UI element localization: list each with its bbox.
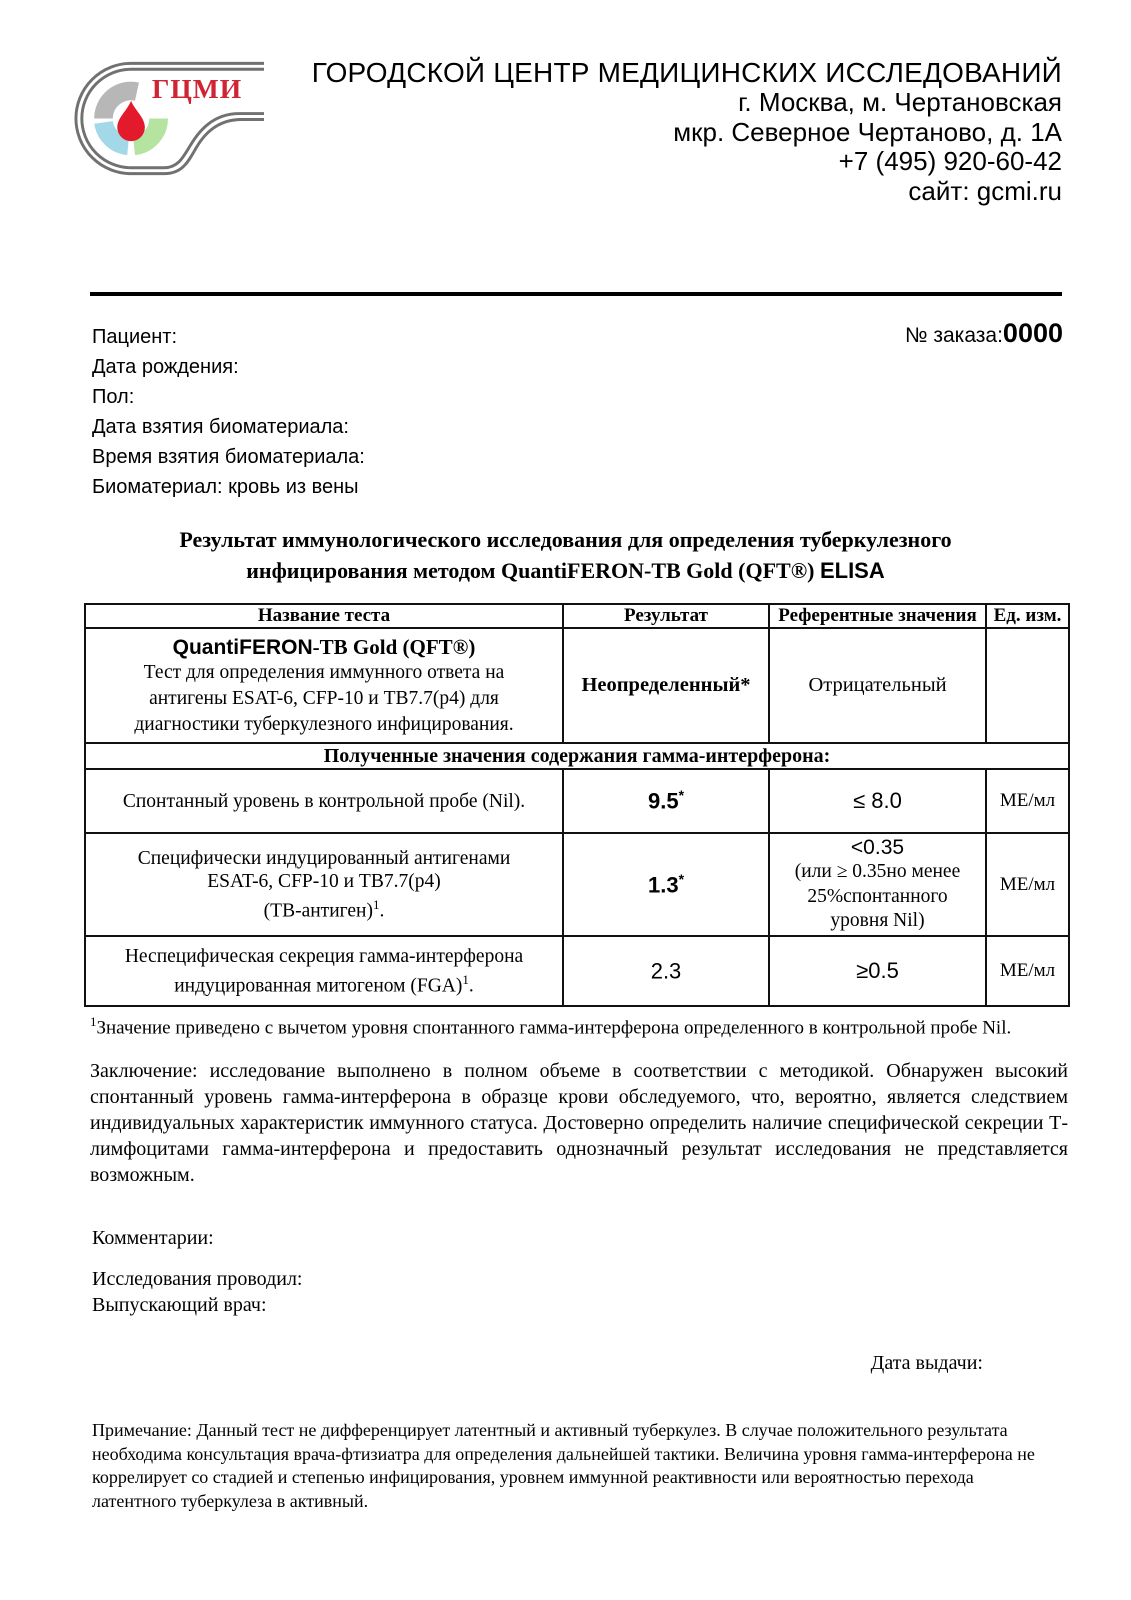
col-header-result: Результат bbox=[563, 604, 769, 628]
table-footnote: $^1$Значение приведено с вычетом уровня спонтанного гамма-интерферона определенного в контрольной пробе Nil. bbox=[90, 1014, 1012, 1039]
sample-time-label: Время взятия биоматериала: bbox=[92, 446, 365, 468]
logo-abbr: ГЦМИ bbox=[151, 72, 243, 104]
order-number-block bbox=[905, 318, 1063, 349]
report-title-line1: Результат иммунологического исследования для определения туберкулезного bbox=[179, 527, 952, 552]
table-row bbox=[85, 833, 1069, 936]
table-row bbox=[85, 628, 1069, 743]
staff-block bbox=[92, 1266, 302, 1318]
performed-by-label: Исследования проводил: bbox=[92, 1268, 303, 1290]
releasing-doctor-label: Выпускающий врач: bbox=[92, 1294, 267, 1316]
conclusion-text: исследование выполнено в полном объеме в соответствии с методикой. Обнаружен высокий спонтанный уровень гамма-интерферона в образце крови обследуемого, что, вероятно, является следствием индивидуальных характеристик иммунного статуса. Достоверно определить наличие специфической секреции Т-лимфоцитами гамма-интерферона и предоставить однозначный результат исследования не представляется возможным. bbox=[90, 1060, 1068, 1186]
row-result-mitogen: 2.3 bbox=[563, 936, 769, 1006]
org-address-city: г. Москва, м. Чертановская bbox=[738, 87, 1062, 117]
conclusion-paragraph bbox=[90, 1058, 1068, 1188]
patient-block bbox=[92, 322, 365, 502]
test-description: Тест для определения иммунного ответа на антигены ESAT-6, CFP-10 и TB7.7(p4) для диагностики туберкулезного инфицирования. bbox=[134, 662, 514, 735]
table-subheader-row bbox=[85, 743, 1069, 769]
test-name-cell bbox=[85, 628, 563, 743]
org-website: сайт: gcmi.ru bbox=[908, 175, 1062, 206]
table-row bbox=[85, 936, 1069, 1006]
col-header-unit: Ед. изм. bbox=[986, 604, 1069, 628]
col-header-test-name: Название теста bbox=[85, 604, 563, 628]
test-brand: QuantiFERON-TB Gold (QFT®) bbox=[172, 635, 476, 659]
row-result-tb-antigen: 1.3* bbox=[563, 833, 769, 936]
note-text: Данный тест не дифференцирует латентный и активный туберкулез. В случае положительного результата необходима консультация врача-фтизиатра для определения дальнейшей тактики. Величина уровня гамма-интерферона не коррелирует со стадией и степенью инфицирования, уровнем иммунной реактивности или вероятностью перехода латентного туберкулеза в активный. bbox=[92, 1420, 1035, 1511]
row-reference-nil: ≤ 8.0 bbox=[769, 769, 986, 833]
row-unit-nil: МЕ/мл bbox=[986, 769, 1069, 833]
sex-label: Пол: bbox=[92, 386, 135, 408]
row-result-nil: 9.5* bbox=[563, 769, 769, 833]
report-title-line2: инфицирования методом QuantiFERON-TB Gold (QFT®) ELISA bbox=[246, 558, 885, 583]
order-label: № заказа: bbox=[905, 324, 1003, 347]
row-unit-mitogen: МЕ/мл bbox=[986, 936, 1069, 1006]
gamma-interferon-subheader: Полученные значения содержания гамма-интерферона: bbox=[85, 743, 1069, 769]
col-header-reference: Референтные значения bbox=[769, 604, 986, 628]
issue-date-label: Дата выдачи: bbox=[870, 1352, 983, 1374]
row-name-nil: Спонтанный уровень в контрольной пробе (Nil). bbox=[85, 769, 563, 833]
results-table bbox=[84, 603, 1070, 1007]
conclusion-label: Заключение: bbox=[90, 1060, 198, 1082]
divider-rule bbox=[90, 292, 1062, 296]
row-reference-tb-antigen: <0.35 (или ≥ 0.35но менее 25%спонтанного уровня Nil) bbox=[769, 833, 986, 936]
blood-drop-icon bbox=[117, 101, 145, 141]
biomaterial-label: Биоматериал: кровь из вены bbox=[92, 476, 359, 498]
table-header-row bbox=[85, 604, 1069, 628]
test-result: Неопределенный* bbox=[563, 628, 769, 743]
order-number: 0000 bbox=[1002, 318, 1063, 348]
report-title bbox=[0, 524, 1131, 586]
row-name-mitogen: Неспецифическая секреция гамма-интерферона индуцированная митогеном (FGA)$^1$. bbox=[85, 936, 563, 1006]
row-reference-mitogen: ≥0.5 bbox=[769, 936, 986, 1006]
row-unit-tb-antigen: МЕ/мл bbox=[986, 833, 1069, 936]
org-name: ГОРОДСКОЙ ЦЕНТР МЕДИЦИНСКИХ ИССЛЕДОВАНИЙ bbox=[311, 57, 1062, 88]
org-header bbox=[312, 58, 1062, 206]
gcmi-logo bbox=[72, 52, 264, 184]
org-phone: +7 (495) 920-60-42 bbox=[838, 146, 1062, 176]
sample-date-label: Дата взятия биоматериала: bbox=[92, 416, 349, 438]
note-paragraph bbox=[92, 1419, 1062, 1513]
test-unit bbox=[986, 628, 1069, 743]
test-reference: Отрицательный bbox=[769, 628, 986, 743]
patient-label: Пациент: bbox=[92, 326, 178, 348]
note-label: Примечание: bbox=[92, 1420, 192, 1440]
row-name-tb-antigen: Специфически индуцированный антигенами ESAT-6, CFP-10 и TB7.7(p4) (TB-антиген)$^1$. bbox=[85, 833, 563, 936]
elisa-label: ELISA bbox=[819, 558, 885, 583]
birth-date-label: Дата рождения: bbox=[92, 356, 239, 378]
comments-label: Комментарии: bbox=[92, 1227, 214, 1249]
org-address-street: мкр. Северное Чертаново, д. 1А bbox=[673, 116, 1062, 147]
table-row bbox=[85, 769, 1069, 833]
